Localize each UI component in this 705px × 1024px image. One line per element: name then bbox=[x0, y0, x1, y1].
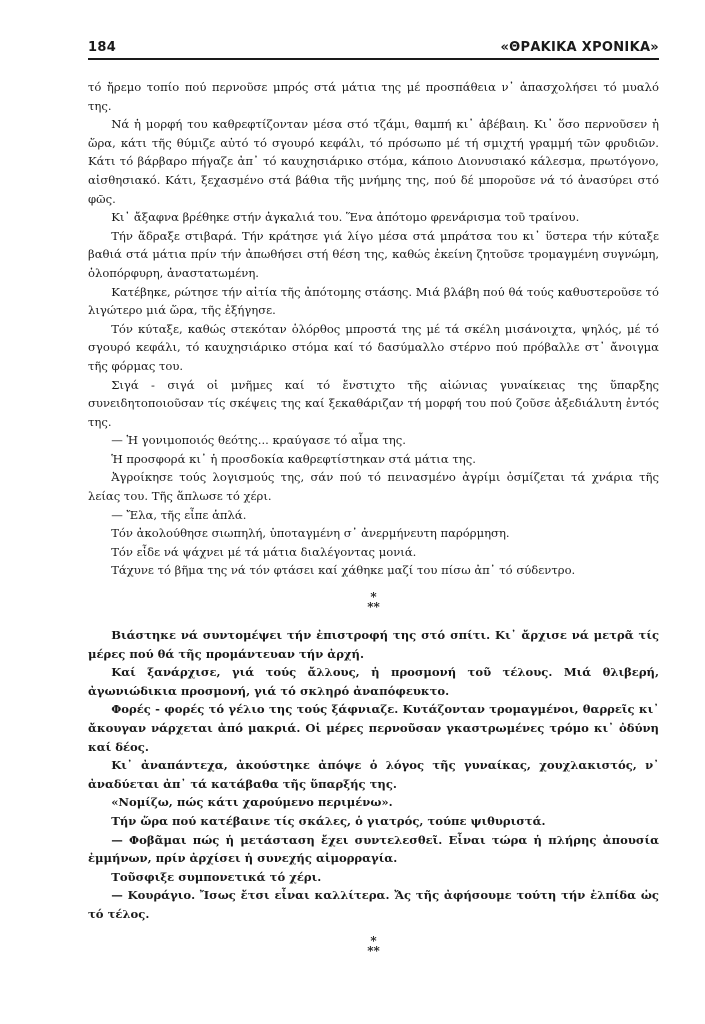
paragraph: Νά ἡ μορφή του καθρεφτίζονταν μέσα στό τζάμι, θαμπή κι᾿ ἀβέβαιη. Κι᾿ ὅσο περνοῦσεν ἡ ὥρα, κάτι τῆς θύμιζε αὐτό τό σγουρό κεφάλι, τό πρόσωπο μέ τή σμιχτή γραμμή τῶν φρυδιῶν. Κάτι τό βάρβαρο πήγαζε ἀπ᾿ τό καυχησιάρικο στόμα, κάποιο Διονυσιακό κάλεσμα, πρωτόγονο, αἰσθησιακό. Κάτι, ξεχασμένο στά βάθια τῆς μνήμης της, πού δέ μποροῦσε νά τό ἀνασύρει στό φῶς. bbox=[88, 117, 659, 206]
dialogue-line: — Κουράγιο. Ἴσως ἔτσι εἶναι καλλίτερα. Ἄς τῆς ἀφήσουμε τούτη τήν ἐλπίδα ὡς τό τέλος. bbox=[88, 888, 659, 921]
divider-asterisk-bottom: ** bbox=[367, 600, 380, 615]
divider-asterisk-top: * bbox=[370, 590, 377, 605]
section-divider bbox=[88, 590, 659, 615]
divider-asterisk-top: * bbox=[370, 933, 377, 948]
book-page bbox=[88, 40, 659, 970]
dialogue-line: — Ἔλα, τῆς εἶπε ἁπλά. bbox=[111, 507, 247, 522]
paragraph: Τόν κύταξε, καθώς στεκόταν ὁλόρθος μπροστά της μέ τά σκέλη μισάνοιχτα, ψηλός, μέ τό σγουρό κεφάλι, τό καυχησιάρικο στόμα καί τό δασύμαλλο στέρνο πού πρόβαλλε στ᾿ ἄνοιγμα τῆς φόρμας του. bbox=[88, 321, 659, 373]
paragraph: Τάχυνε τό βῆμα της νά τόν φτάσει καί χάθηκε μαζί του πίσω ἀπ᾿ τό σύδεντρο. bbox=[111, 563, 576, 578]
paragraph: Τήν ἅδραξε στιβαρά. Τήν κράτησε γιά λίγο μέσα στά μπράτσα του κι᾿ ὕστερα τήν κύταξε βαθιά στά μάτια πρίν τήν ἀπωθήσει στή θέση της, καθώς ἐκείνη ζητοῦσε τρομαγμένη συγνώμη, ὁλοπόρφυρη, ἀναστατωμένη. bbox=[88, 228, 659, 280]
section-divider bbox=[88, 933, 659, 958]
paragraph: Τόν ἀκολούθησε σιωπηλή, ὑποταγμένη σ᾿ ἀνερμήνευτη παρόρμηση. bbox=[111, 526, 510, 541]
paragraph: Κατέβηκε, ρώτησε τήν αἰτία τῆς ἀπότομης στάσης. Μιά βλάβη πού θά τούς καθυστεροῦσε τό λιγώτερο μιά ὥρα, τῆς ἐξήγησε. bbox=[88, 284, 659, 318]
paragraph: Κι᾿ ἀναπάντεχα, ἀκούστηκε ἀπόψε ὁ λόγος τῆς γυναίκας, χουχλακιστός, ν᾿ ἀναδύεται ἀπ᾿ τά κατάβαθα τῆς ὕπαρξής της. bbox=[88, 758, 659, 791]
dialogue-line: — Ἡ γονιμοποιός θεότης... κραύγασε τό αἷμα της. bbox=[111, 433, 406, 448]
paragraph: Ἀγροίκησε τούς λογισμούς της, σάν πού τό πεινασμένο ἀγρίμι ὀσμίζεται τά χνάρια τῆς λείας του. Τῆς ἅπλωσε τό χέρι. bbox=[88, 470, 659, 504]
running-title: «ΘΡΑΚΙΚΑ ΧΡΟΝΙΚΑ» bbox=[500, 40, 659, 55]
divider-asterisk-bottom: ** bbox=[367, 943, 380, 958]
paragraph: Βιάστηκε νά συντομέψει τήν ἐπιστροφή της στό σπίτι. Κι᾿ ἄρχισε νά μετρᾶ τίς μέρες πού θά τῆς προμάντευαν τήν ἀρχή. bbox=[88, 628, 659, 661]
dialogue-line: — Φοβᾶμαι πώς ἡ μετάσταση ἔχει συντελεσθεῖ. Εἶναι τώρα ἡ πλήρης ἀπουσία ἐμμήνων, πρίν ἀρχίσει ἡ συνεχής αἱμορραγία. bbox=[88, 832, 659, 866]
paragraph: Τόν εἶδε νά ψάχνει μέ τά μάτια διαλέγοντας μονιά. bbox=[111, 544, 417, 559]
paragraph: Καί ξανάρχισε, γιά τούς ἄλλους, ἡ προσμονή τοῦ τέλους. Μιά θλιβερή, ἀγωνιώδικια προσμονή, γιά τό σκληρό ἀναπόφευκτο. bbox=[88, 665, 659, 698]
quoted-line: «Νομίζω, πώς κάτι χαρούμενο περιμένω». bbox=[111, 795, 393, 810]
paragraph: Τήν ὥρα πού κατέβαινε τίς σκάλες, ὁ γιατρός, τούπε ψιθυριστά. bbox=[111, 813, 546, 828]
page-body bbox=[88, 78, 659, 956]
paragraph: Φορές - φορές τό γέλιο της τούς ξάφνιαζε. Κυτάζονταν τρομαγμένοι, θαρρεῖς κι᾿ ἄκουγαν νάρχεται ἀπό μακριά. Οἱ μέρες περνοῦσαν γκαστρωμένες τρόμο κι᾿ ὀδύνη καί δέος. bbox=[88, 702, 659, 754]
paragraph: Ἡ προσφορά κι᾿ ἡ προσδοκία καθρεφτίστηκαν στά μάτια της. bbox=[111, 451, 476, 466]
paragraph: Κι᾿ ἄξαφνα βρέθηκε στήν ἀγκαλιά του. Ἕνα ἀπότομο φρενάρισμα τοῦ τραίνου. bbox=[111, 210, 580, 225]
paragraph: τό ἤρεμο τοπίο πού περνοῦσε μπρός στά μάτια της μέ προσπάθεια ν᾿ ἀπασχολήσει τό μυαλό της. bbox=[88, 80, 659, 113]
paragraph: Τοῦσφιξε συμπονετικά τό χέρι. bbox=[111, 869, 322, 884]
paragraph: Σιγά - σιγά οἱ μνῆμες καί τό ἔνστιχτο τῆς αἰώνιας γυναίκειας της ὕπαρξης συνειδητοποιοῦσαν τίς σκέψεις της καί ξεκαθάριζαν τή μορφή του πού ζοῦσε ἀξεδιάλυτη ἐντός της. bbox=[88, 377, 659, 429]
page-number: 184 bbox=[88, 40, 117, 55]
running-header bbox=[88, 40, 659, 60]
